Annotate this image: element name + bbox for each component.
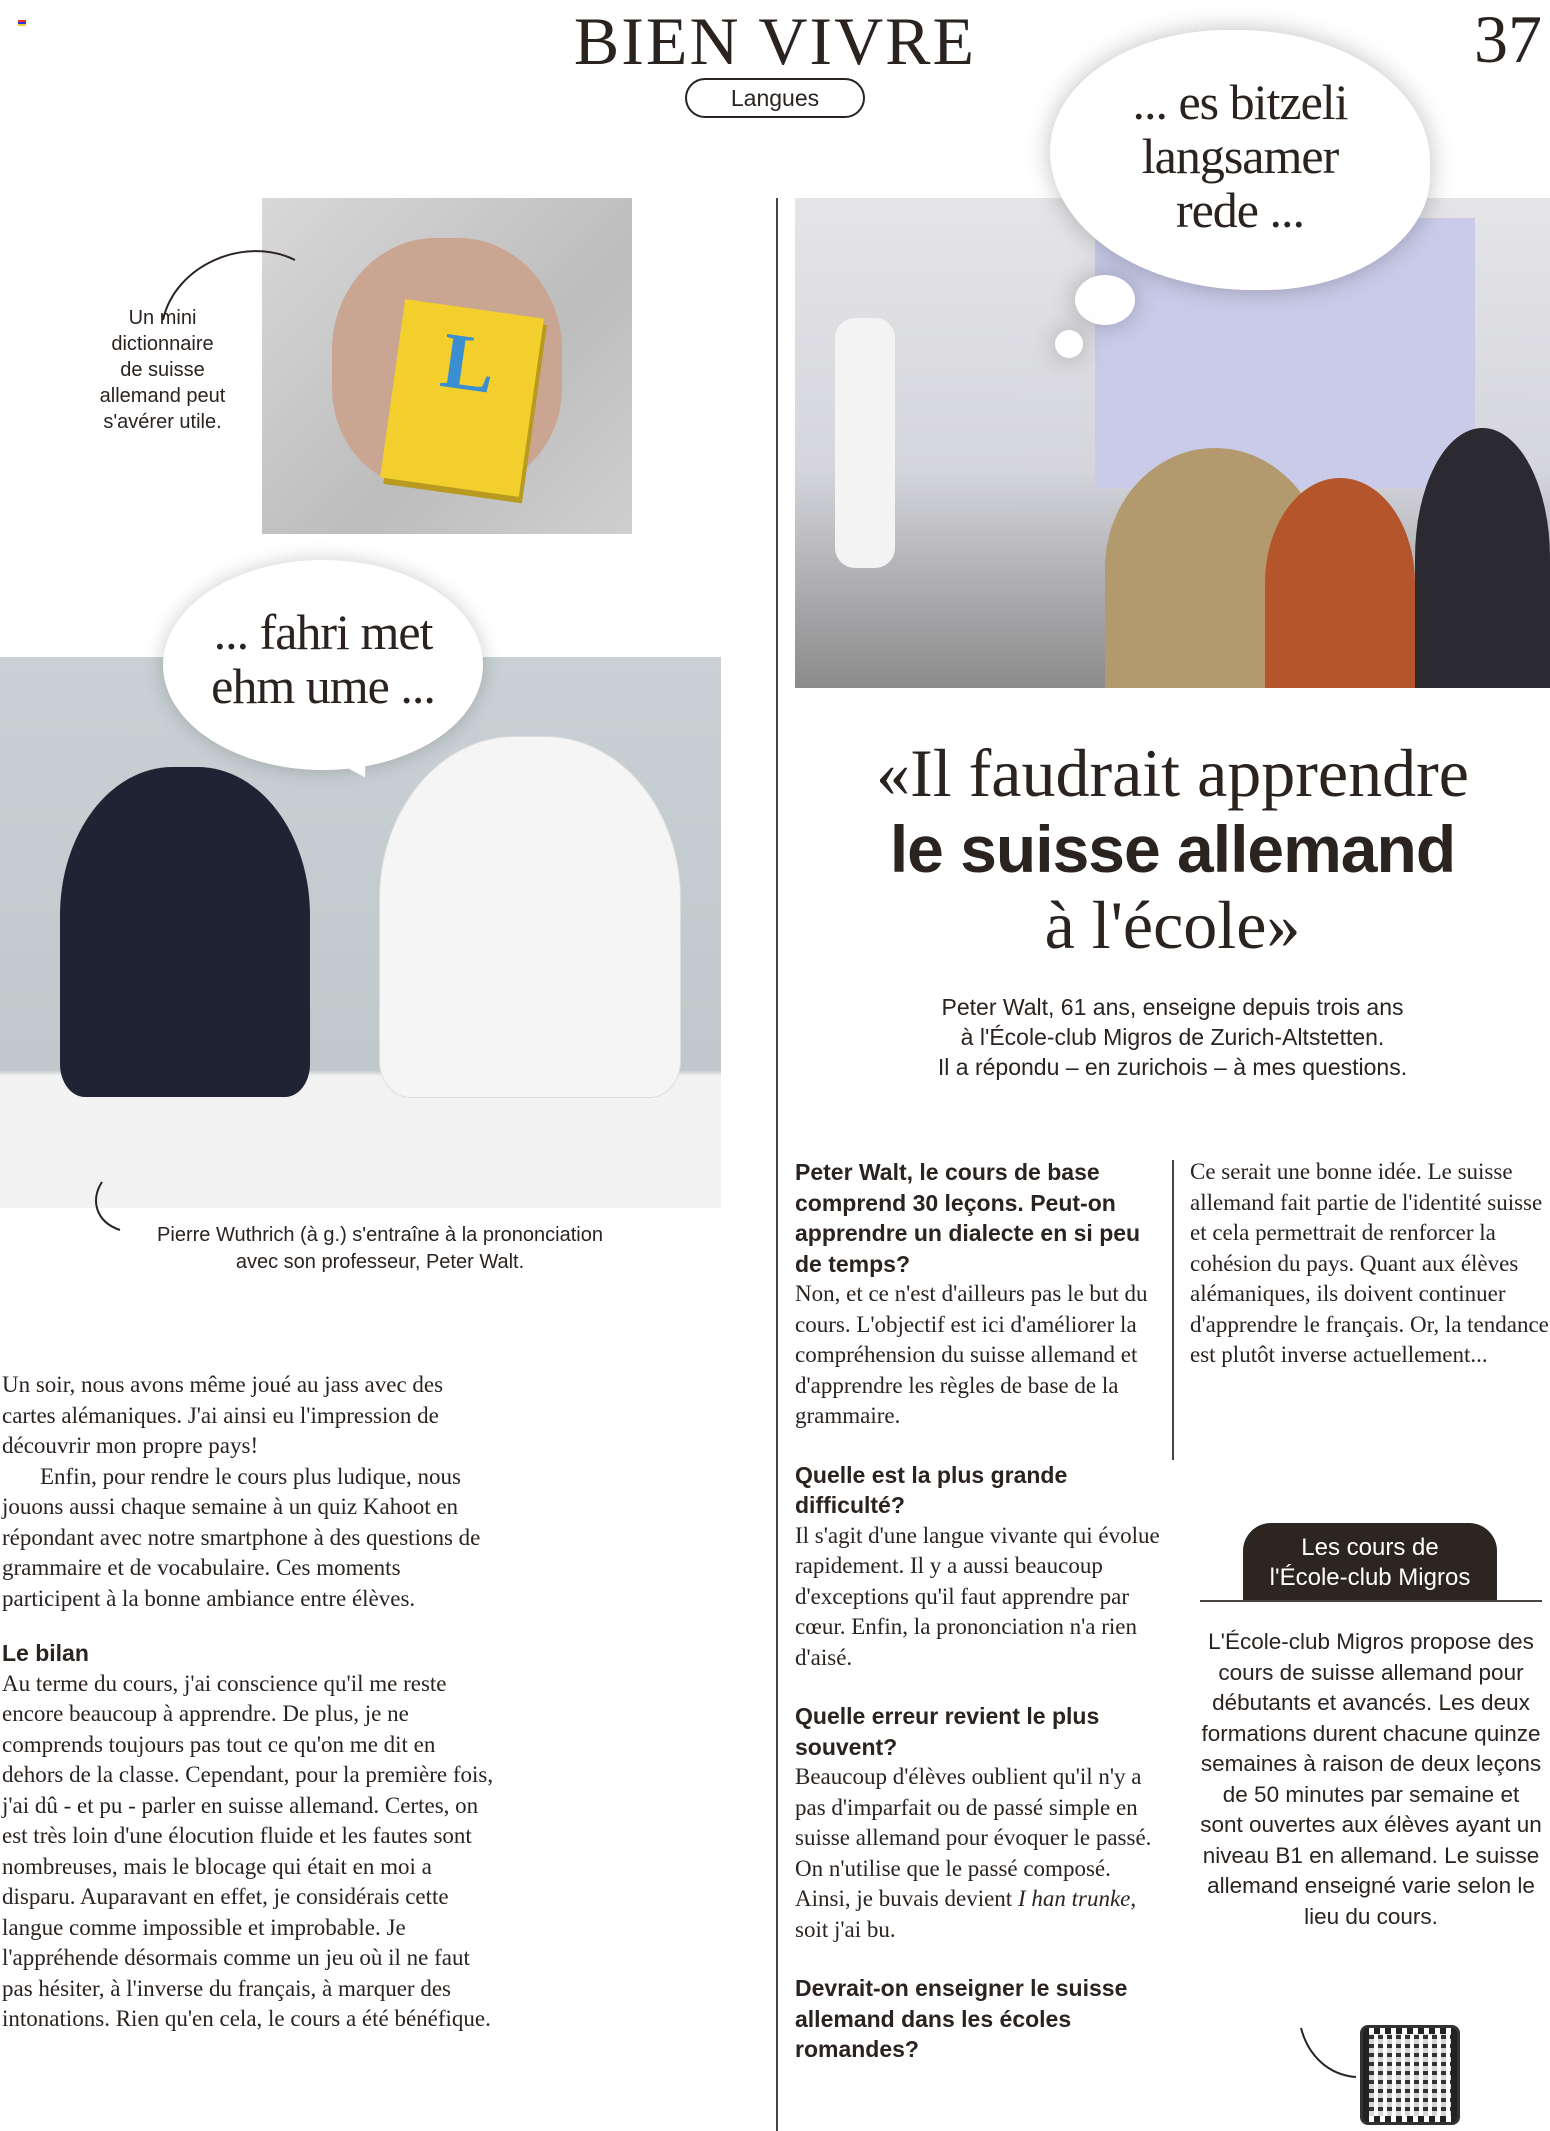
bubble-line: ... es bitzeli — [1132, 74, 1348, 130]
page-number: 37 — [1474, 1, 1542, 77]
column-divider — [776, 198, 778, 2131]
dictionary-photo — [262, 198, 632, 534]
bubble-line: ... fahri met — [213, 604, 433, 660]
student-figure — [1415, 428, 1550, 688]
thought-bubble-text — [1050, 75, 1430, 237]
qr-arrow-icon — [1298, 2025, 1358, 2085]
interview-answer: Non, et ce n'est d'ailleurs pas le but du cours. L'objectif est ici d'améliorer la compréhension du suisse allemand et d'apprendre les règles de base de la grammaire. — [795, 1281, 1148, 1428]
paragraph: Un soir, nous avons même joué au jass avec des cartes alémaniques. J'ai ainsi eu l'impression de découvrir mon propre pays! — [2, 1372, 444, 1458]
intro-line: Il a répondu – en zurichois – à mes questions. — [937, 1054, 1408, 1080]
teacher-figure — [380, 737, 680, 1097]
category-tag[interactable]: Langues — [685, 78, 865, 118]
student-figure — [1265, 478, 1415, 688]
info-box-title — [1243, 1523, 1497, 1601]
book-logo: L — [435, 316, 502, 411]
photo-caption — [100, 1222, 660, 1276]
column-divider — [1172, 1160, 1174, 1460]
interview-question: Quelle est la plus grande difficulté? — [795, 1461, 1068, 1518]
intro-line: Peter Walt, 61 ans, enseigne depuis trois ans — [941, 994, 1404, 1020]
paragraph: Enfin, pour rendre le cours plus ludique, nous jouons aussi chaque semaine à un quiz Kahoot en répondant avec notre smartphone à des questions de grammaire et de vocabulaire. Ces moments participent à la bonne ambiance entre élèves. — [2, 1463, 481, 1611]
info-title-line: Les cours de — [1301, 1534, 1439, 1561]
info-title-line: l'École-club Migros — [1269, 1564, 1471, 1591]
bubble-line: langsamer — [1141, 128, 1339, 184]
caption-line: Un mini — [128, 307, 197, 329]
teacher-figure — [835, 318, 895, 568]
interview-question: Quelle erreur revient le plus souvent? — [795, 1703, 1100, 1760]
section-title: BIEN VIVRE — [573, 3, 977, 79]
interview-question: Peter Walt, le cours de base comprend 30 leçons. Peut-on apprendre un dialecte en si peu de temps? — [795, 1159, 1141, 1277]
qr-code-icon[interactable] — [1360, 2025, 1460, 2125]
paragraph: Au terme du cours, j'ai conscience qu'il me reste encore beaucoup à apprendre. De plus, je ne comprends toujours pas tout ce qu'on me dit en dehors de la classe. Cependant, pour la première fois, j'ai dû - et pu - parler en suisse allemand. Certes, on est très loin d'une élocution fluide et les fautes sont nombreuses, mais le blocage qui était en moi a disparu. Auparavant en effet, je considérais cette langue comme impossible et improbable. Je l'appréhende désormais comme un jeu où il ne faut pas hésiter, à l'inverse du français, à marquer des intonations. Rien qu'en cela, le cours a été bénéfique. — [2, 1670, 494, 2031]
answer-text: , soit j'ai bu. — [795, 1886, 1137, 1942]
bubble-line: rede ... — [1175, 182, 1305, 238]
section-heading: Le bilan — [2, 1640, 89, 1666]
caption-line: s'avérer utile. — [103, 411, 222, 433]
thought-bubble-dot — [1075, 275, 1135, 325]
speech-bubble-text — [163, 605, 483, 713]
student-figure — [60, 767, 310, 1097]
interview-column — [795, 1157, 1160, 2065]
interview-answer: Ce serait une bonne idée. Le suisse allemand fait partie de l'identité suisse et cela permettrait de renforcer la cohésion du pays. Quant aux élèves alémaniques, ils doivent continuer d'apprendre le français. Or, la tendance est plutôt inverse actuellement... — [1190, 1159, 1549, 1367]
caption-line: Pierre Wuthrich (à g.) s'entraîne à la prononciation — [157, 1224, 603, 1246]
answer-text: Beaucoup d'élèves oublient qu'il n'y a pas d'imparfait ou de passé simple en suisse allemand pour évoquer le passé. On n'utilise que le passé composé. Ainsi, je buvais devient — [795, 1764, 1152, 1911]
headline — [800, 735, 1545, 963]
caption-line: dictionnaire — [111, 333, 214, 355]
answer-italic: I han trunke — [1017, 1886, 1131, 1911]
info-box-text: L'École-club Migros propose des cours de suisse allemand pour débutants et avancés. Les deux formations durent chacune quinze semaines à raison de deux leçons de 50 minutes par semaine et sont ouvertes aux élèves ayant un niveau B1 en allemand. Le suisse allemand enseigné varie selon le lieu du cours. — [1200, 1629, 1542, 1929]
interview-question: Devrait-on enseigner le suisse allemand dans les écoles romandes? — [795, 1975, 1128, 2062]
intro-text — [830, 992, 1515, 1082]
info-box-rule — [1200, 1600, 1542, 1602]
dictionary-caption — [80, 305, 245, 435]
thought-bubble-dot — [1055, 330, 1083, 358]
headline-line-bold: le suisse allemand — [889, 812, 1456, 886]
dictionary-book — [380, 299, 544, 497]
interview-answer: Il s'agit d'une langue vivante qui évolue rapidement. Il y a aussi beaucoup d'exceptions qu'il faut apprendre par cœur. Enfin, la prononciation n'a rien d'aisé. — [795, 1522, 1160, 1670]
caption-line: de suisse — [120, 359, 205, 381]
headline-line: à l'école» — [1044, 887, 1301, 963]
article-column-left — [2, 1370, 502, 2035]
headline-line: «Il faudrait apprendre — [876, 735, 1469, 811]
interview-answer — [795, 1762, 1160, 1945]
intro-line: à l'École-club Migros de Zurich-Altstetten. — [960, 1024, 1385, 1050]
caption-line: allemand peut — [99, 385, 226, 407]
interview-column-right — [1190, 1157, 1550, 1371]
caption-line: avec son professeur, Peter Walt. — [235, 1251, 525, 1273]
bubble-line: ehm ume ... — [211, 658, 435, 714]
